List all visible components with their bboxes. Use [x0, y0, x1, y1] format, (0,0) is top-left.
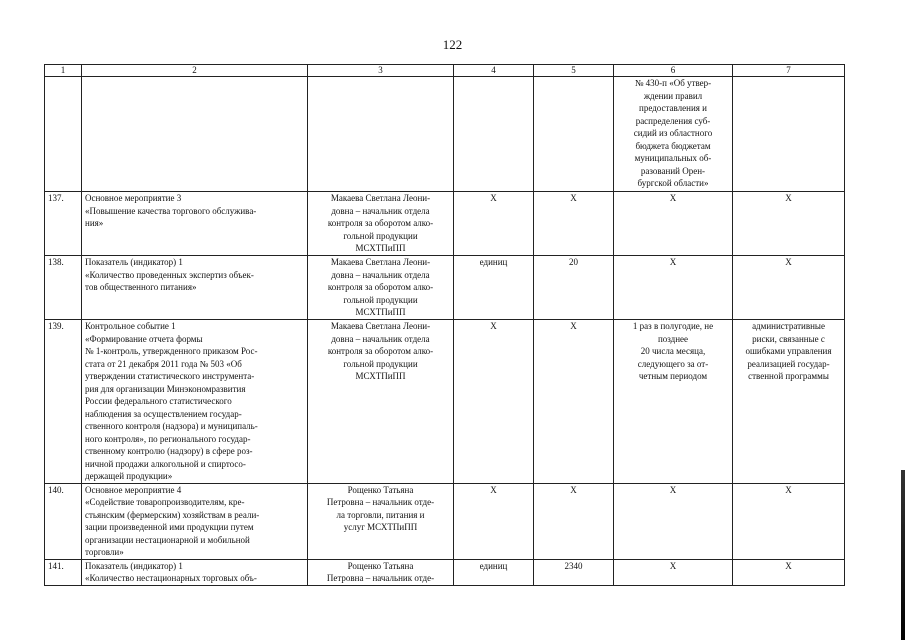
column-number-6: 6	[614, 65, 733, 77]
row-responsible: Рощенко Татьяна Петровна – начальник отде-	[308, 559, 454, 585]
row-name: Основное мероприятие 4 «Содействие товаропроизводителям, кре- стьянским (фермерским) хозяйствам в реали- зации произведенной ими продукции путем организации нестационарной и мобильной торговли»	[82, 483, 308, 559]
row-risk: X	[733, 483, 845, 559]
table-row	[45, 77, 845, 192]
column-number-7: 7	[733, 65, 845, 77]
row-responsible: Рощенко Татьяна Петровна – начальник отде- ла торговли, питания и услуг МСХТПиПП	[308, 483, 454, 559]
row-name: Контрольное событие 1 «Формирование отчета формы № 1-контроль, утвержденного приказом Рос- стата от 21 декабря 2011 года № 503 «Об утверждении статистического инструмента- рия для организации Минэкономразвития России федерального статистического наблюдения за осуществлением государ- ственного контроля (надзора) и муниципаль- ного контроля», по регионального государ- ственному контролю (надзору) в сфере роз- ничной продажи алкогольной и спиртосо- держащей продукции»	[82, 320, 308, 484]
table-header-row	[45, 65, 845, 77]
scan-edge-shadow	[901, 470, 905, 640]
plan-table	[44, 64, 845, 586]
row-term: X	[614, 192, 733, 256]
table-row	[45, 483, 845, 559]
row-unit: X	[454, 483, 534, 559]
row-number: 137.	[45, 192, 82, 256]
row-unit: X	[454, 192, 534, 256]
page-number: 122	[442, 37, 463, 52]
column-number-3: 3	[308, 65, 454, 77]
table-row	[45, 192, 845, 256]
row-number: 141.	[45, 559, 82, 585]
row-value: X	[534, 483, 614, 559]
row-name: Показатель (индикатор) 1 «Количество проведенных экспертиз объек- тов общественного питания»	[82, 256, 308, 320]
column-number-2: 2	[82, 65, 308, 77]
row-risk: X	[733, 559, 845, 585]
row-value: 2340	[534, 559, 614, 585]
row-risk: административные риски, связанные с ошибками управления реализацией государ- ственной программы	[733, 320, 845, 484]
row-responsible: Макаева Светлана Леони- довна – начальник отдела контроля за оборотом алко- гольной продукции МСХТПиПП	[308, 320, 454, 484]
row-number: 140.	[45, 483, 82, 559]
row-value	[534, 77, 614, 192]
row-unit: единиц	[454, 256, 534, 320]
row-term: X	[614, 256, 733, 320]
row-number	[45, 77, 82, 192]
row-unit: единиц	[454, 559, 534, 585]
column-number-1: 1	[45, 65, 82, 77]
table-row	[45, 559, 845, 585]
row-term: № 430-п «Об утвер- ждении правил предоставления и распределения суб- сидий из областного бюджета бюджетам муниципальных об- разований Орен- бургской области»	[614, 77, 733, 192]
row-value: 20	[534, 256, 614, 320]
row-value: X	[534, 320, 614, 484]
table-row	[45, 256, 845, 320]
row-risk: X	[733, 256, 845, 320]
row-unit	[454, 77, 534, 192]
table-row	[45, 320, 845, 484]
row-number: 139.	[45, 320, 82, 484]
column-number-4: 4	[454, 65, 534, 77]
row-term: X	[614, 559, 733, 585]
row-number: 138.	[45, 256, 82, 320]
row-term: X	[614, 483, 733, 559]
row-name	[82, 77, 308, 192]
row-term: 1 раз в полугодие, не позднее 20 числа месяца, следующего за от- четным периодом	[614, 320, 733, 484]
row-unit: X	[454, 320, 534, 484]
row-risk	[733, 77, 845, 192]
row-responsible: Макаева Светлана Леони- довна – начальник отдела контроля за оборотом алко- гольной продукции МСХТПиПП	[308, 192, 454, 256]
row-risk: X	[733, 192, 845, 256]
column-number-5: 5	[534, 65, 614, 77]
row-responsible	[308, 77, 454, 192]
row-name: Основное мероприятие 3 «Повышение качества торгового обслужива- ния»	[82, 192, 308, 256]
row-name: Показатель (индикатор) 1 «Количество нестационарных торговых объ-	[82, 559, 308, 585]
row-value: X	[534, 192, 614, 256]
row-responsible: Макаева Светлана Леони- довна – начальник отдела контроля за оборотом алко- гольной продукции МСХТПиПП	[308, 256, 454, 320]
